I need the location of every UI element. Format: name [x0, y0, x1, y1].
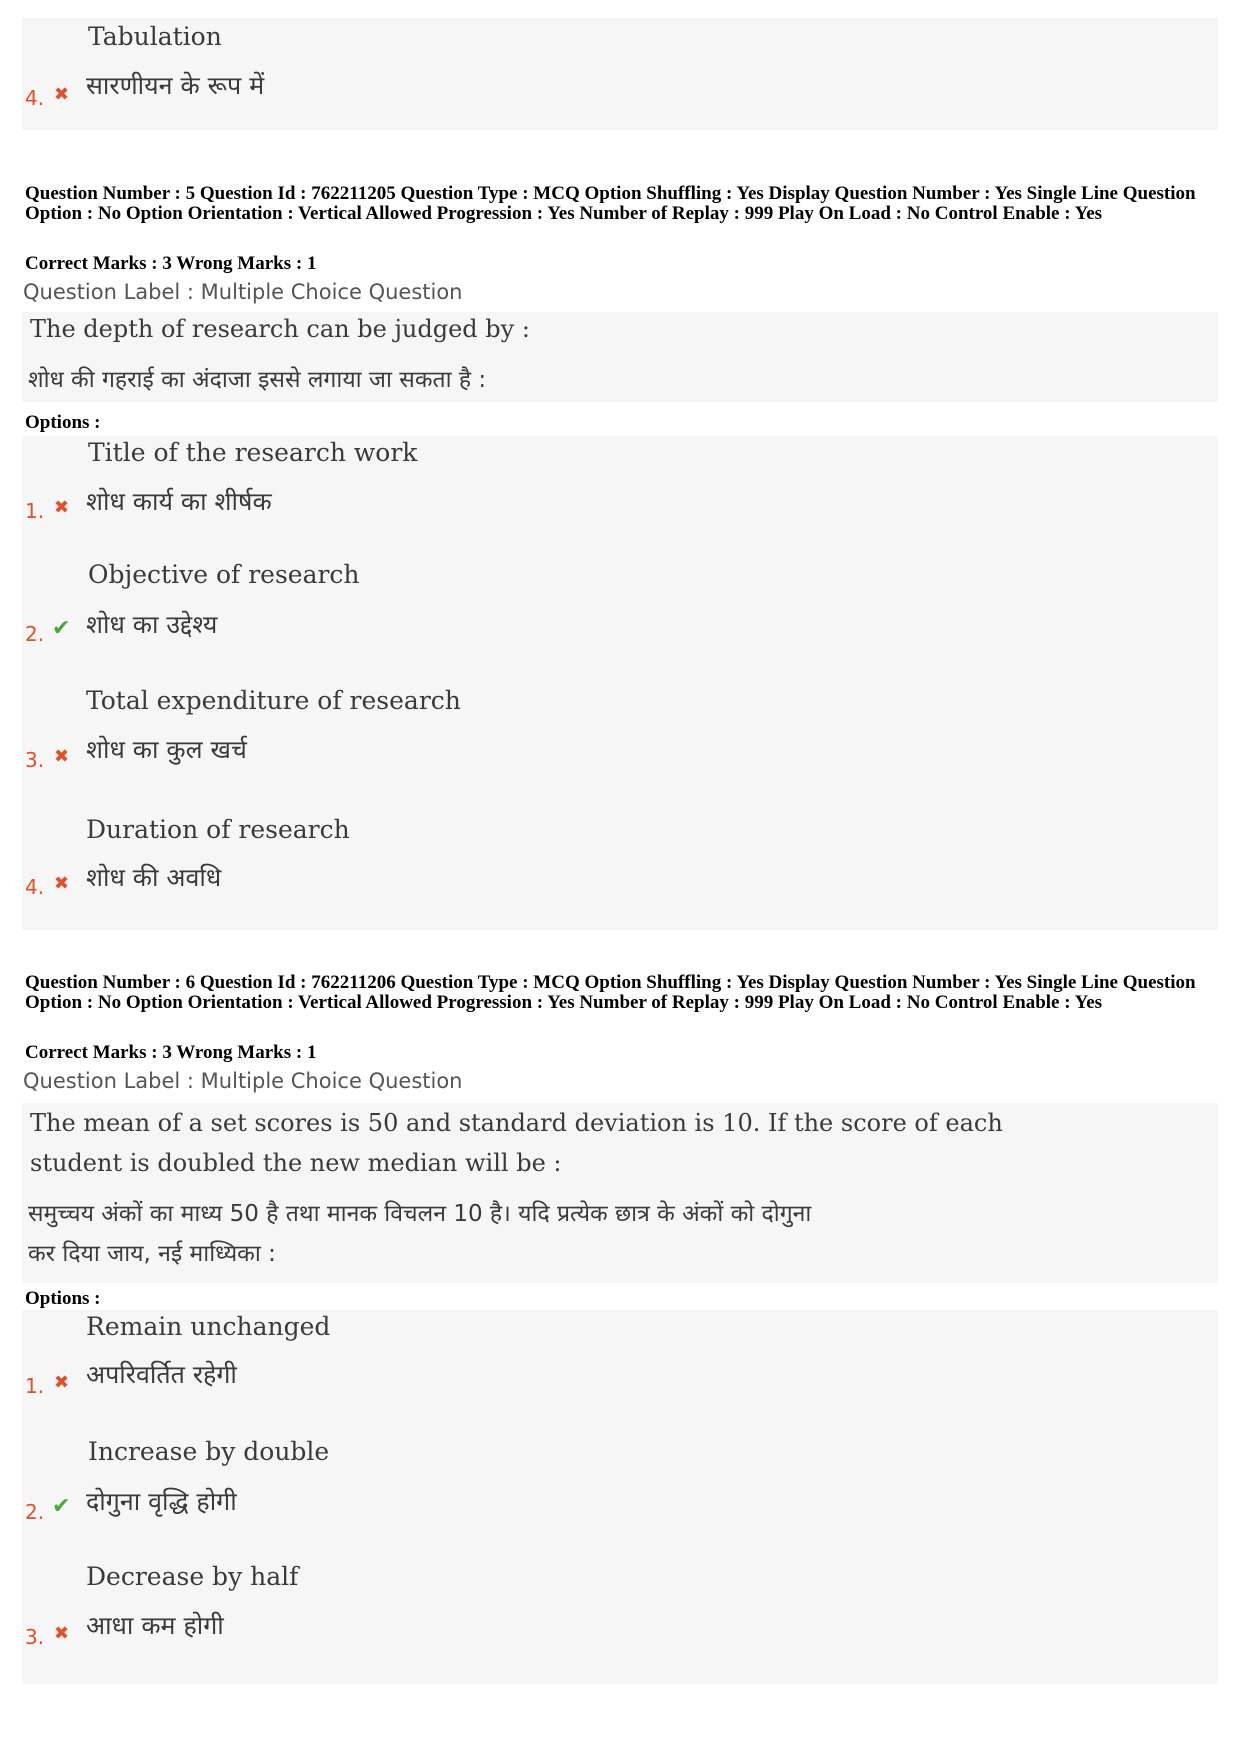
option-hindi: शोध का उद्देश्य	[86, 610, 218, 639]
option-english: Objective of research	[88, 560, 360, 589]
option-english: Increase by double	[88, 1437, 330, 1466]
options-heading: Options :	[25, 1288, 101, 1309]
option-english: Title of the research work	[88, 438, 418, 467]
option-number: 1.	[25, 1374, 45, 1398]
option-hindi: शोध कार्य का शीर्षक	[86, 487, 272, 516]
options-heading: Options :	[25, 412, 101, 433]
option-number: 2.	[25, 622, 45, 646]
option-hindi: शोध की अवधि	[86, 863, 222, 892]
option-number: 3.	[25, 1625, 45, 1649]
question-text-hindi: कर दिया जाय, नई माध्यिका :	[28, 1241, 276, 1267]
option-number: 4.	[25, 875, 45, 899]
option-hindi: अपरिवर्तित रहेगी	[86, 1360, 237, 1389]
option-hindi: दोगुना वृद्धि होगी	[86, 1487, 237, 1516]
question-marks: Correct Marks : 3 Wrong Marks : 1	[25, 1042, 317, 1063]
wrong-mark-icon: ✖	[54, 1623, 70, 1644]
option-number: 3.	[25, 748, 45, 772]
option-english: Tabulation	[88, 22, 222, 51]
question-text-hindi: समुच्चय अंकों का माध्य 50 है तथा मानक विचलन 10 है। यदि प्रत्येक छात्र के अंकों को दोगुना	[28, 1201, 812, 1227]
wrong-mark-icon: ✖	[54, 746, 70, 767]
option-english: Remain unchanged	[86, 1312, 331, 1341]
question-text-hindi: शोध की गहराई का अंदाजा इससे लगाया जा सकता है :	[28, 367, 487, 393]
question-label: Question Label : Multiple Choice Question	[23, 1069, 463, 1093]
option-number: 1.	[25, 499, 45, 523]
correct-check-icon: ✔	[52, 1494, 71, 1519]
question-text-english: The mean of a set scores is 50 and standard deviation is 10. If the score of each	[30, 1109, 1003, 1137]
wrong-mark-icon: ✖	[54, 873, 70, 894]
question-marks: Correct Marks : 3 Wrong Marks : 1	[25, 253, 317, 274]
wrong-mark-icon: ✖	[54, 84, 70, 105]
option-english: Decrease by half	[86, 1562, 299, 1591]
wrong-mark-icon: ✖	[54, 497, 70, 518]
wrong-mark-icon: ✖	[54, 1372, 70, 1393]
option-number: 4.	[25, 86, 45, 110]
option-hindi: आधा कम होगी	[86, 1611, 224, 1640]
option-english: Duration of research	[86, 815, 350, 844]
option-hindi: शोध का कुल खर्च	[86, 735, 247, 764]
option-english: Total expenditure of research	[86, 686, 461, 715]
question-meta: Question Number : 5 Question Id : 762211205 Question Type : MCQ Option Shuffling : Yes Display Question Number : Yes Single Line Question Option : No Option Orientation : Vertical Allowed Progression : Yes Number of Replay : 999 Play On Load : No Control Enable : Yes	[25, 183, 1196, 224]
question-text-english: student is doubled the new median will be :	[30, 1149, 562, 1177]
option-number: 2.	[25, 1500, 45, 1524]
question-label: Question Label : Multiple Choice Question	[23, 280, 463, 304]
question-text-english: The depth of research can be judged by :	[30, 315, 530, 343]
correct-check-icon: ✔	[52, 616, 71, 641]
option-hindi: सारणीयन के रूप में	[86, 71, 265, 100]
question-meta: Question Number : 6 Question Id : 762211206 Question Type : MCQ Option Shuffling : Yes Display Question Number : Yes Single Line Question Option : No Option Orientation : Vertical Allowed Progression : Yes Number of Replay : 999 Play On Load : No Control Enable : Yes	[25, 972, 1196, 1013]
